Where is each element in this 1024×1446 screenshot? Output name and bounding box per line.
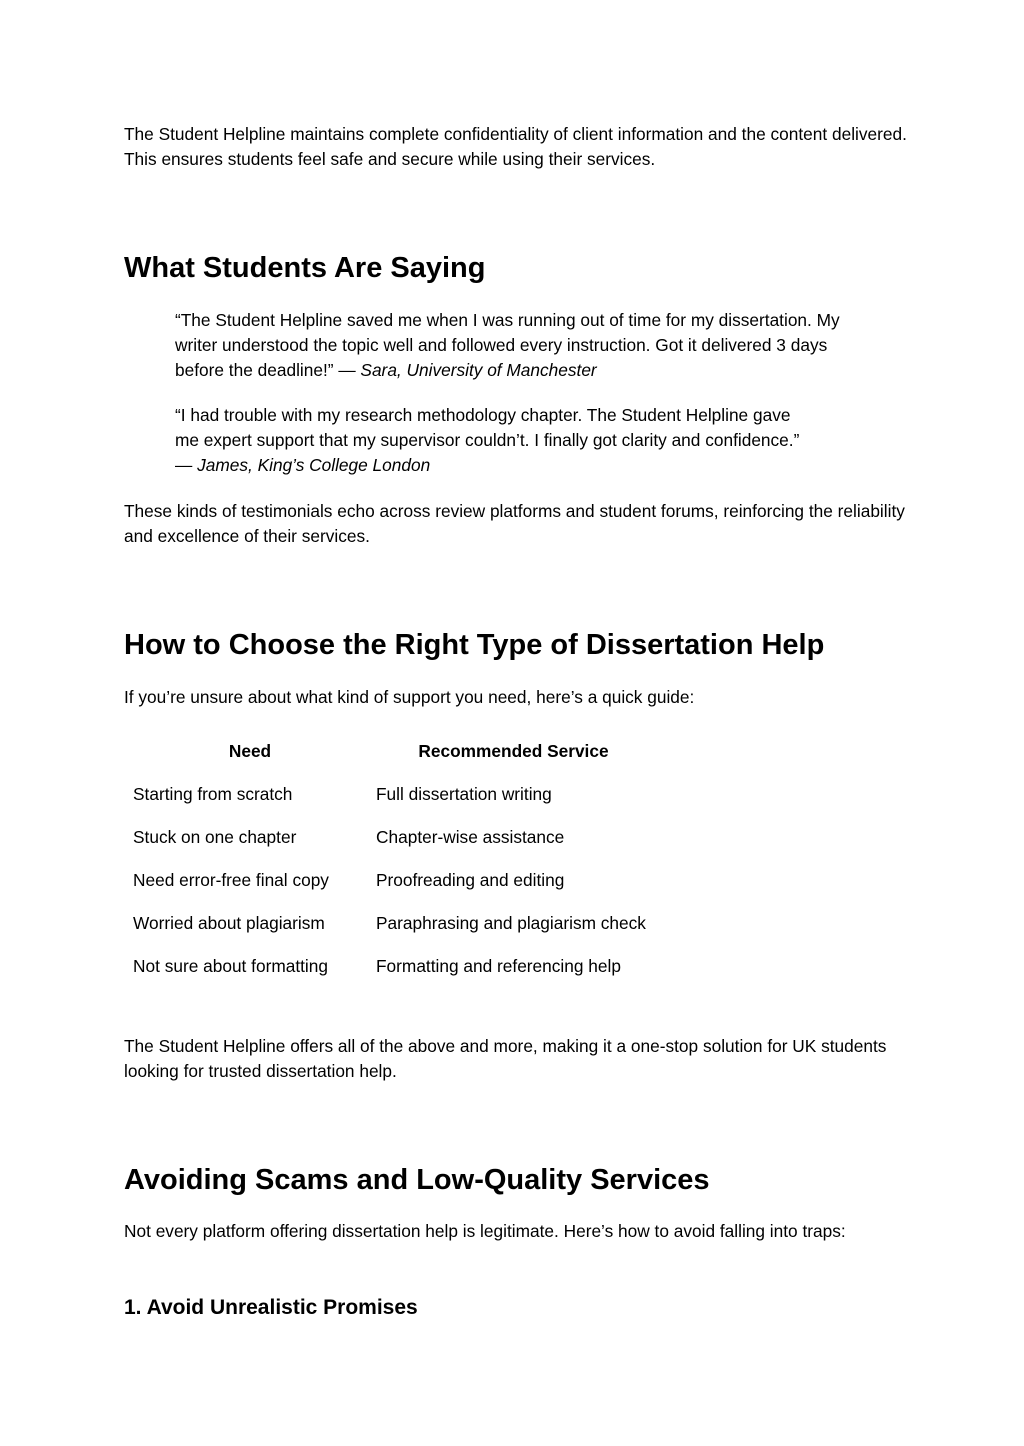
quote-author: Sara, University of Manchester	[360, 360, 597, 380]
table-cell-service: Formatting and referencing help	[376, 956, 621, 976]
table-row	[124, 820, 651, 863]
column-header-service: Recommended Service	[418, 741, 609, 761]
column-header-need: Need	[228, 741, 272, 761]
table-row	[124, 777, 651, 820]
choose-closing: The Student Helpline offers all of the above and more, making it a one-stop solution for UK students looking for trusted dissertation help.	[124, 1036, 887, 1081]
choose-heading: How to Choose the Right Type of Dissertation Help	[124, 629, 825, 661]
testimonials-closing: These kinds of testimonials echo across review platforms and student forums, reinforcing the reliability and excellence of their services.	[124, 501, 905, 546]
quote-author: James, King’s College London	[197, 455, 431, 475]
service-guide-table	[124, 734, 651, 992]
scams-intro: Not every platform offering dissertation help is legitimate. Here’s how to avoid falling into traps:	[124, 1221, 846, 1241]
choose-intro: If you’re unsure about what kind of support you need, here’s a quick guide:	[124, 687, 695, 707]
table-cell-need: Starting from scratch	[133, 784, 293, 804]
table-cell-need: Stuck on one chapter	[133, 827, 297, 847]
table-header-row	[124, 734, 651, 777]
quote-text: “I had trouble with my research methodology chapter. The Student Helpline gave me expert support that my supervisor couldn’t. I finally got clarity and confidence.” —	[175, 405, 800, 475]
scams-subheading: 1. Avoid Unrealistic Promises	[124, 1296, 418, 1319]
table-cell-need: Not sure about formatting	[133, 956, 328, 976]
table-cell-service: Proofreading and editing	[376, 870, 565, 890]
testimonial-quote	[175, 308, 845, 383]
table-row	[124, 906, 651, 949]
table-row	[124, 949, 651, 992]
intro-paragraph: The Student Helpline maintains complete confidentiality of client information and the content delivered. This ensures students feel safe and secure while using their services.	[124, 124, 907, 169]
testimonial-quote	[175, 403, 815, 478]
table-cell-service: Full dissertation writing	[376, 784, 552, 804]
scams-heading: Avoiding Scams and Low-Quality Services	[124, 1164, 710, 1196]
table-row	[124, 863, 651, 906]
table-cell-need: Need error-free final copy	[133, 870, 329, 890]
table-cell-service: Chapter-wise assistance	[376, 827, 565, 847]
table-cell-need: Worried about plagiarism	[133, 913, 325, 933]
testimonials-heading: What Students Are Saying	[124, 252, 486, 284]
table-cell-service: Paraphrasing and plagiarism check	[376, 913, 646, 933]
quote-text: “The Student Helpline saved me when I was running out of time for my dissertation. My writer understood the topic well and followed every instruction. Got it delivered 3 days before the deadline!” —	[175, 310, 840, 380]
